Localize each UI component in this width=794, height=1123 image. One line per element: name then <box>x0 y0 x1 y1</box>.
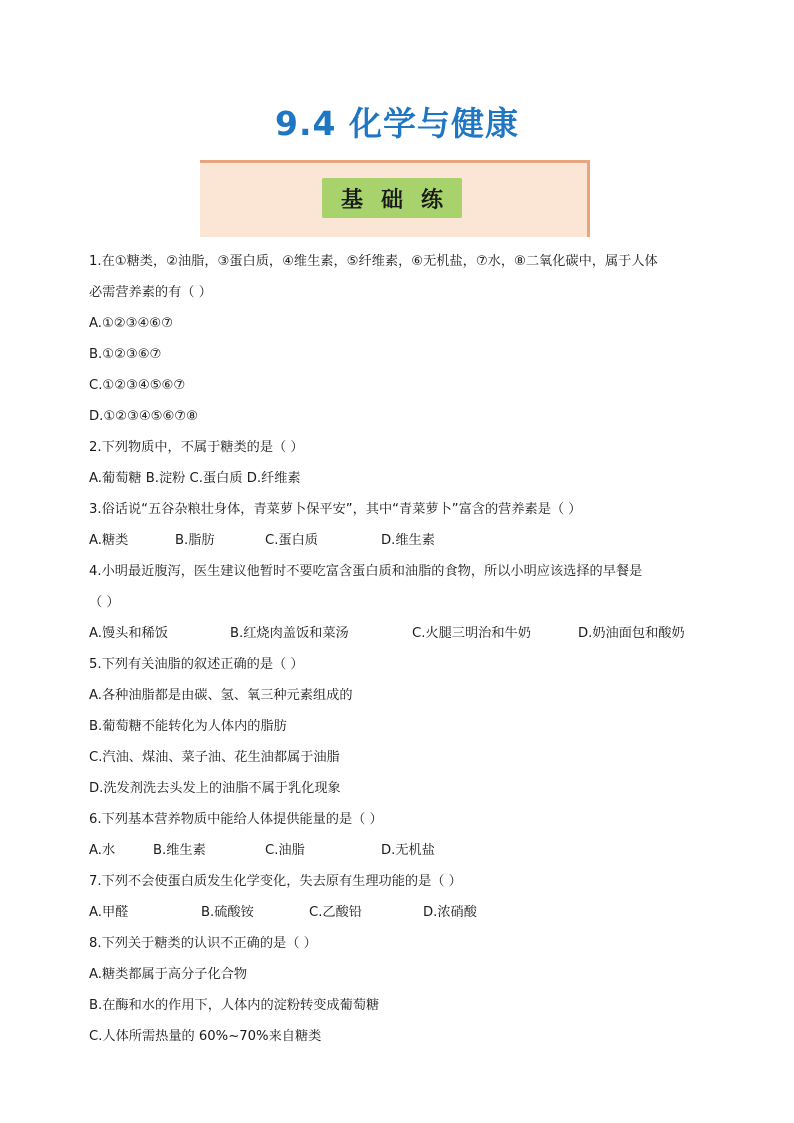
question-5-option-a: A.各种油脂都是由碳、氢、氧三种元素组成的 <box>89 688 353 703</box>
question-4-option-d: D.奶油面包和酸奶 <box>578 626 685 641</box>
question-7-option-a: A.甲醛 <box>89 905 129 920</box>
question-1-option-a: A.①②③④⑥⑦ <box>89 316 173 331</box>
question-list <box>89 246 709 1052</box>
question-6-option-b: B.维生素 <box>153 843 206 858</box>
question-5-text: 5.下列有关油脂的叙述正确的是（ ） <box>89 657 304 672</box>
question-1-text: 1.在①糖类，②油脂，③蛋白质，④维生素，⑤纤维素，⑥无机盐，⑦水，⑧二氧化碳中，属于人体 <box>89 254 658 269</box>
question-8-option-c: C.人体所需热量的 60%~70%来自糖类 <box>89 1029 322 1044</box>
section-char: 练 <box>420 186 443 213</box>
section-char: 基 <box>340 186 363 213</box>
question-1-option-c: C.①②③④⑤⑥⑦ <box>89 378 186 393</box>
question-4-text-cont: （ ） <box>89 595 120 610</box>
question-4-text: 4.小明最近腹泻，医生建议他暂时不要吃富含蛋白质和油脂的食物，所以小明应该选择的早餐是 <box>89 564 643 579</box>
question-3-option-a: A.糖类 <box>89 533 129 548</box>
question-8-option-b: B.在酶和水的作用下，人体内的淀粉转变成葡萄糖 <box>89 998 380 1013</box>
question-5-option-b: B.葡萄糖不能转化为人体内的脂肪 <box>89 719 287 734</box>
question-6-option-d: D.无机盐 <box>381 843 435 858</box>
section-char: 础 <box>380 186 403 213</box>
question-7-option-d: D.浓硝酸 <box>423 905 477 920</box>
question-4-option-b: B.红烧肉盖饭和菜汤 <box>230 626 349 641</box>
question-4-options <box>89 618 709 649</box>
question-2-text: 2.下列物质中，不属于糖类的是（ ） <box>89 440 304 455</box>
question-8-option-a: A.糖类都属于高分子化合物 <box>89 967 248 982</box>
question-6-option-a: A.水 <box>89 843 116 858</box>
question-1-option-b: B.①②③⑥⑦ <box>89 347 162 362</box>
question-8-text: 8.下列关于糖类的认识不正确的是（ ） <box>89 936 317 951</box>
question-3-options <box>89 525 709 556</box>
question-7-option-c: C.乙酸铅 <box>309 905 362 920</box>
question-5-option-d: D.洗发剂洗去头发上的油脂不属于乳化现象 <box>89 781 341 796</box>
question-6-text: 6.下列基本营养物质中能给人体提供能量的是（ ） <box>89 812 383 827</box>
question-7-text: 7.下列不会使蛋白质发生化学变化，失去原有生理功能的是（ ） <box>89 874 462 889</box>
question-1-text-cont: 必需营养素的有（ ） <box>89 285 212 300</box>
question-4-option-c: C.火腿三明治和牛奶 <box>412 626 531 641</box>
question-3-text: 3.俗话说“五谷杂粮壮身体，青菜萝卜保平安”，其中“青菜萝卜”富含的营养素是（ ） <box>89 502 582 517</box>
question-5-option-c: C.汽油、煤油、菜子油、花生油都属于油脂 <box>89 750 340 765</box>
section-banner <box>200 160 590 237</box>
section-label <box>322 178 462 218</box>
question-6-option-c: C.油脂 <box>265 843 305 858</box>
question-7-options <box>89 897 709 928</box>
question-1-option-d: D.①②③④⑤⑥⑦⑧ <box>89 409 198 424</box>
page-title: 9.4 化学与健康 <box>275 104 519 143</box>
question-7-option-b: B.硫酸铵 <box>201 905 254 920</box>
question-2-options: A.葡萄糖 B.淀粉 C.蛋白质 D.纤维素 <box>89 471 301 486</box>
question-3-option-b: B.脂肪 <box>175 533 215 548</box>
question-6-options <box>89 835 709 866</box>
question-3-option-c: C.蛋白质 <box>265 533 318 548</box>
question-4-option-a: A.馒头和稀饭 <box>89 626 168 641</box>
question-3-option-d: D.维生素 <box>381 533 435 548</box>
